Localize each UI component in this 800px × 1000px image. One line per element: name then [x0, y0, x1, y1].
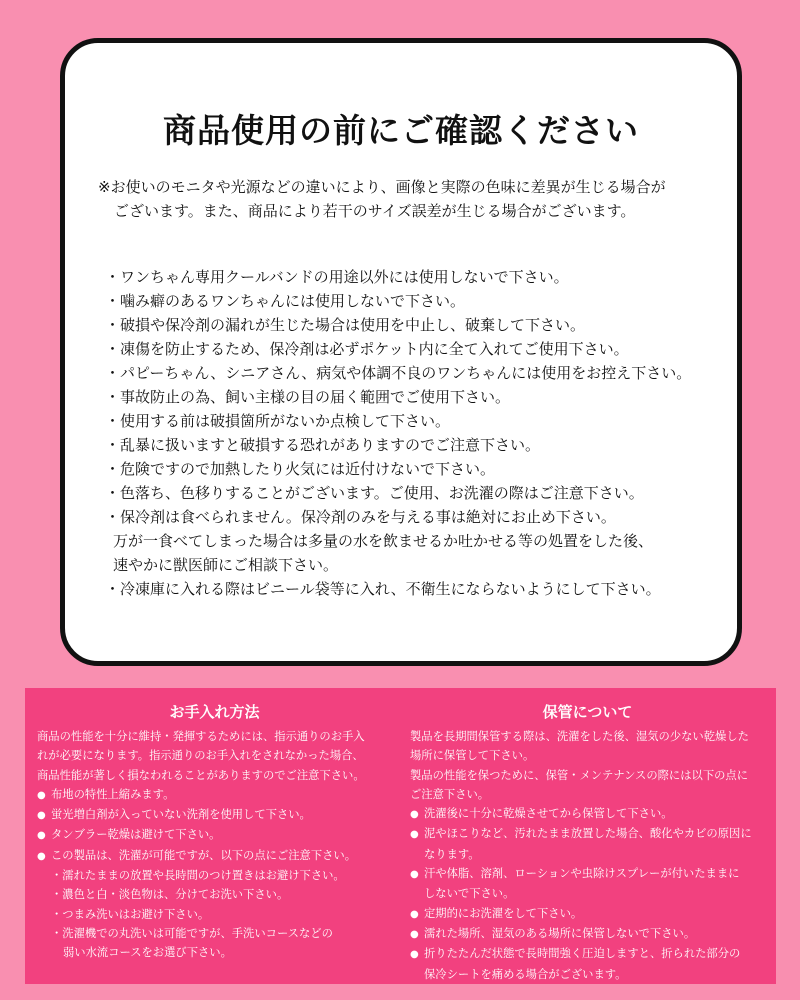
care-item [37, 846, 392, 866]
care-item-text: タンブラー乾燥は避けて下さい。 [51, 828, 221, 842]
care-storage-panel [25, 688, 776, 984]
bullet-icon: ● [410, 829, 419, 841]
warning-item-continuation: 速やかに獣医師にご相談下さい。 [113, 556, 339, 574]
bullet-icon: ● [410, 869, 419, 881]
care-title: お手入れ方法 [169, 703, 260, 721]
disclaimer-line: ございます。また、商品により若干のサイズ誤差が生じる場合がございます。 [114, 202, 636, 220]
notice-card [60, 38, 742, 666]
bullet-icon: ● [410, 809, 419, 821]
warning-item: ・冷凍庫に入れる際はビニール袋等に入れ、不衛生にならないようにして下さい。 [105, 580, 661, 598]
disclaimer-line: ※お使いのモニタや光源などの違いにより、画像と実際の色味に差異が生じる場合が [98, 178, 666, 196]
storage-item-continuation: なります。 [424, 847, 480, 861]
warning-item: ・色落ち、色移りすることがございます。ご使用、お洗濯の際はご注意下さい。 [105, 484, 644, 502]
storage-item-text: 濡れた場所、湿気のある場所に保管しないで下さい。 [424, 926, 696, 940]
storage-intro-line: ご注意下さい。 [410, 787, 490, 801]
bullet-icon: ● [410, 908, 419, 920]
warning-item: ・噛み癖のあるワンちゃんには使用しないで下さい。 [105, 292, 466, 310]
warning-item: ・乱暴に扱いますと破損する恐れがありますのでご注意下さい。 [105, 436, 541, 454]
warning-item: ・保冷剤は食べられません。保冷剤のみを与える事は絶対にお止め下さい。 [105, 508, 616, 526]
notice-title: 商品使用の前にご確認ください [163, 111, 639, 150]
warning-item-continuation: 万が一食べてしまった場合は多量の水を飲ませるか吐かせる等の処置をした後、 [113, 532, 654, 550]
care-subitem: ・濡れたままの放置や長時間のつけ置きはお避け下さい。 [51, 869, 345, 883]
storage-item-text: 汗や体脂、溶剤、ローションや虫除けスプレーが付いたままに [424, 867, 740, 881]
care-item [37, 825, 392, 845]
storage-item [410, 804, 765, 824]
care-subitem: ・つまみ洗いはお避け下さい。 [51, 907, 210, 921]
care-body [37, 727, 392, 963]
care-item [37, 805, 392, 825]
care-subitem: ・洗濯機での丸洗いは可能ですが、手洗いコースなどの [51, 926, 333, 940]
bullet-icon: ● [37, 850, 46, 862]
warning-item: ・凍傷を防止するため、保冷剤は必ずポケット内に全て入れてご使用下さい。 [105, 340, 629, 358]
care-item-text: 蛍光増白剤が入っていない洗剤を使用して下さい。 [51, 808, 311, 822]
warning-item: ・事故防止の為、飼い主様の目の届く範囲でご使用下さい。 [105, 388, 511, 406]
storage-item-text: 定期的にお洗濯をして下さい。 [424, 906, 583, 920]
bullet-icon: ● [37, 789, 46, 801]
care-item-text: この製品は、洗濯が可能ですが、以下の点にご注意下さい。 [51, 848, 357, 862]
storage-intro-line: 製品を長期間保管する際は、洗濯をした後、湿気の少ない乾燥した [410, 730, 749, 743]
storage-title: 保管について [542, 703, 633, 721]
care-item-text: 布地の特性上縮みます。 [51, 787, 175, 801]
care-intro-line: 商品の性能を十分に維持・発揮するためには、指示通りのお手入 [37, 730, 365, 743]
storage-item [410, 864, 765, 884]
storage-item [410, 904, 765, 924]
bullet-icon: ● [37, 810, 46, 822]
storage-intro-line: 場所に保管して下さい。 [410, 749, 535, 763]
care-section [37, 688, 392, 963]
warning-item: ・ワンちゃん専用クールバンドの用途以外には使用しないで下さい。 [105, 268, 569, 286]
warning-item: ・パピーちゃん、シニアさん、病気や体調不良のワンちゃんには使用をお控え下さい。 [105, 364, 692, 382]
care-subitem: ・濃色と白・淡色物は、分けてお洗い下さい。 [51, 888, 289, 902]
storage-section [410, 688, 765, 984]
color-disclaimer [98, 175, 718, 223]
storage-item [410, 924, 765, 944]
usage-warning-list [105, 265, 725, 601]
bullet-icon: ● [37, 830, 46, 842]
storage-item [410, 944, 765, 964]
storage-body [410, 727, 765, 984]
warning-item: ・危険ですので加熱したり火気には近付けないで下さい。 [105, 460, 496, 478]
warning-item: ・使用する前は破損箇所がないか点検して下さい。 [105, 412, 451, 430]
care-subitem-continuation: 弱い水流コースをお選び下さい。 [63, 946, 232, 960]
storage-item-continuation: しないで下さい。 [424, 887, 515, 901]
storage-item-text: 洗濯後に十分に乾燥させてから保管して下さい。 [424, 807, 673, 821]
storage-item-text: 泥やほこりなど、汚れたまま放置した場合、酸化やカビの原因に [424, 827, 752, 841]
bullet-icon: ● [410, 928, 419, 940]
storage-intro-line: 製品の性能を保つために、保管・メンテナンスの際には以下の点に [410, 768, 749, 782]
warning-item: ・破損や保冷剤の漏れが生じた場合は使用を中止し、破棄して下さい。 [105, 316, 586, 334]
care-intro-line: れが必要になります。指示通りのお手入れをされなかった場合、 [37, 749, 364, 763]
storage-item-continuation: 保冷シートを痛める場合がございます。 [424, 967, 627, 981]
storage-item [410, 824, 765, 844]
bullet-icon: ● [410, 949, 419, 961]
care-item [37, 785, 392, 805]
care-intro-line: 商品性能が著しく損なわれることがありますのでご注意下さい。 [37, 768, 365, 782]
storage-item-text: 折りたたんだ状態で長時間強く圧迫しますと、折られた部分の [424, 947, 741, 961]
